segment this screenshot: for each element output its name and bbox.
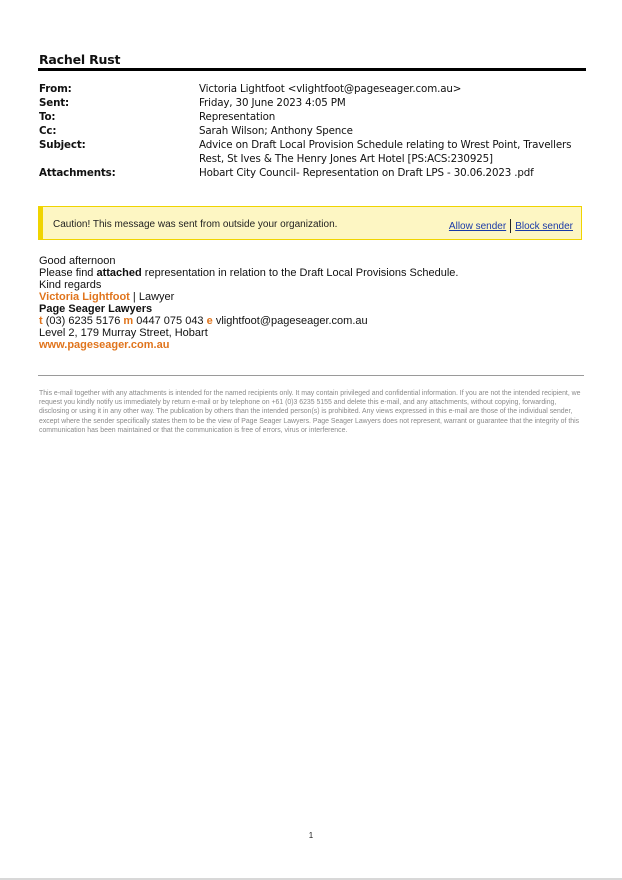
- body-line: [39, 267, 458, 279]
- body-line-suffix: representation in relation to the Draft Local Provisions Schedule.: [141, 267, 459, 279]
- email-header: [39, 82, 587, 180]
- to-row: [39, 110, 587, 124]
- legal-disclaimer: This e-mail together with any attachments is intended for the named recipients only. It may contain privileged and confidential information. If you are not the intended recipient, we request you kindly notify us immediately by return e-mail or by telephone on +61 (0)3 6235 5155 and delete this e-mail, and any attachments, without copying, forwarding, disclosing or using it in any other way. The publication by others than the intended person(s) is prohibited. Any views expressed in this e-mail are those of the individual sender, except where the sender specifically states them to be the view of Page Seager Lawyers. Page Seager Lawyers does not represent, warrant or guarantee that the integrity of this communication has been maintained or that the communication is free of errors, virus or interference.: [39, 390, 581, 434]
- signature-title-separator: |: [129, 291, 139, 303]
- link-separator: [510, 219, 511, 233]
- signature-website-link[interactable]: www.pageseager.com.au: [39, 339, 170, 351]
- signature-firm: Page Seager Lawyers: [39, 303, 153, 315]
- sent-value: Friday, 30 June 2023 4:05 PM: [199, 97, 346, 109]
- signature-contact-line: [39, 315, 458, 327]
- sent-row: [39, 96, 587, 110]
- page-number: 1: [308, 831, 314, 840]
- to-value: Representation: [199, 111, 276, 123]
- sign-off: Kind regards: [39, 279, 102, 291]
- from-value: Victoria Lightfoot <vlightfoot@pageseager.com.au>: [199, 83, 462, 95]
- disclaimer-divider: [38, 375, 584, 376]
- signature-name-line: [39, 291, 458, 303]
- body-line-bold: attached: [96, 267, 142, 279]
- from-label: From:: [39, 83, 72, 95]
- greeting: Good afternoon: [39, 255, 116, 267]
- attachment-file[interactable]: Hobart City Council- Representation on Draft LPS - 30.06.2023 .pdf: [199, 167, 534, 179]
- email-body: [39, 255, 458, 351]
- signature-title: Lawyer: [138, 291, 175, 303]
- mobile-number: 0447 075 043: [136, 315, 204, 327]
- allow-sender-link[interactable]: Allow sender: [448, 220, 507, 232]
- tel-number: (03) 6235 5176: [45, 315, 121, 327]
- signature-email[interactable]: vlightfoot@pageseager.com.au: [215, 315, 368, 327]
- cc-label: Cc:: [39, 125, 57, 137]
- tel-label: t: [39, 315, 43, 327]
- body-line-prefix: Please find: [39, 267, 97, 279]
- subject-value: Advice on Draft Local Provision Schedule relating to Wrest Point, Travellers Rest, St Ives & The Henry Jones Art Hotel [PS:ACS:230925]: [199, 139, 572, 165]
- header-divider: [38, 68, 586, 71]
- attachments-row: [39, 166, 587, 180]
- external-sender-banner: [38, 206, 582, 240]
- block-sender-link[interactable]: Block sender: [515, 220, 573, 232]
- from-row: [39, 82, 587, 96]
- sender-actions: [449, 219, 573, 233]
- sent-label: Sent:: [39, 97, 70, 109]
- signature-address: Level 2, 179 Murray Street, Hobart: [39, 327, 208, 339]
- signature-name: Victoria Lightfoot: [39, 291, 130, 303]
- mobile-label: m: [123, 315, 134, 327]
- cc-value: Sarah Wilson; Anthony Spence: [199, 125, 353, 137]
- subject-row: [39, 138, 587, 166]
- to-label: To:: [39, 111, 56, 123]
- mailbox-owner-name: Rachel Rust: [39, 52, 121, 67]
- caution-message: Caution! This message was sent from outside your organization.: [53, 219, 338, 230]
- cc-row: [39, 124, 587, 138]
- subject-label: Subject:: [39, 139, 86, 151]
- email-label: e: [206, 315, 213, 327]
- attachments-label: Attachments:: [39, 167, 116, 179]
